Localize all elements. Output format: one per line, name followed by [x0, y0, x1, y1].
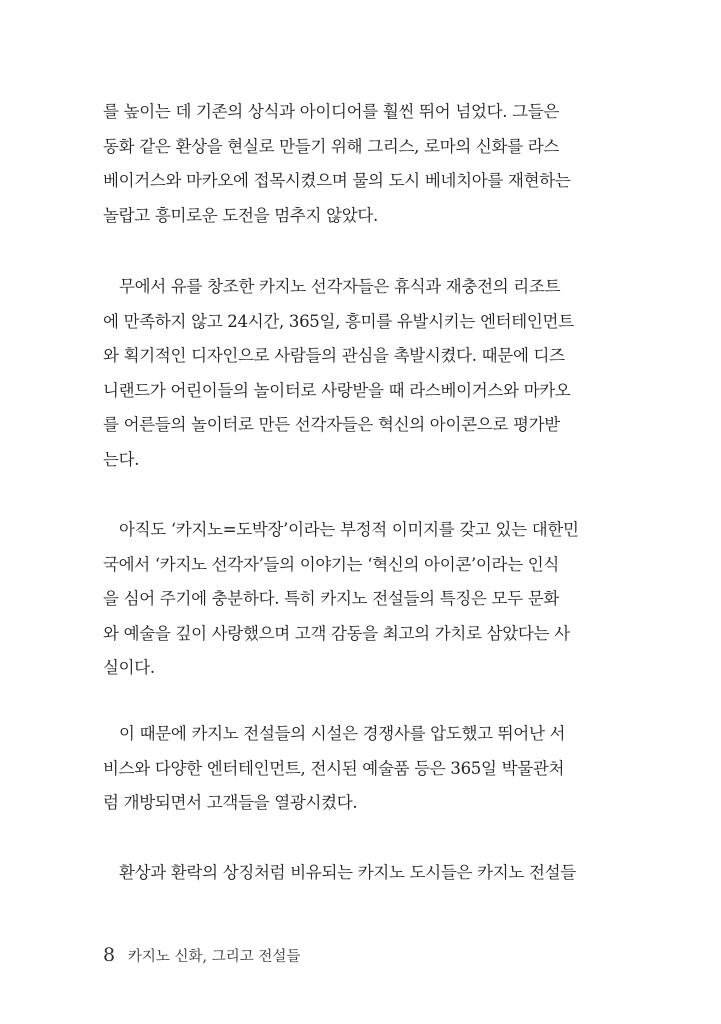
paragraph-line: 실이다.: [103, 658, 155, 677]
paragraph-5: [103, 856, 613, 891]
paragraph-1: [103, 95, 613, 233]
paragraph-line: 비스와 다양한 엔터테인먼트, 전시된 예술품 등은 365일 박물관처: [103, 758, 565, 778]
paragraph-line: 국에서 ‘카지노 선각자’들의 이야기는 ‘혁신의 아이콘’이라는 인식: [103, 554, 560, 574]
paragraph-line: 아직도 ‘카지노=도박장’이라는 부정적 이미지를 갖고 있는 대한민: [119, 520, 579, 539]
paragraph-line: 놀랍고 흥미로운 도전을 멈추지 않았다.: [103, 205, 378, 225]
paragraph-4: [103, 717, 613, 821]
paragraph-line: 을 심어 주기에 충분하다. 특히 카지노 전설들의 특징은 모두 문화: [103, 589, 560, 608]
paragraph-3: [103, 513, 613, 686]
running-title: 카지노 신화, 그리고 전설들: [127, 949, 301, 965]
paragraph-2: [103, 270, 613, 477]
paragraph-line: 에 만족하지 않고 24시간, 365일, 흥미를 유발시키는 엔터테인먼트: [103, 311, 574, 331]
paragraph-line: 이 때문에 카지노 전설들의 시설은 경쟁사를 압도했고 뛰어난 서: [119, 724, 566, 743]
paragraph-line: 를 어른들의 놀이터로 만든 선각자들은 혁신의 아이콘으로 평가받: [103, 415, 560, 434]
paragraph-line: 는다.: [103, 449, 140, 469]
paragraph-line: 니랜드가 어린이들의 놀이터로 사랑받을 때 라스베이거스와 마카오: [103, 380, 571, 400]
paragraph-line: 와 획기적인 디자인으로 사람들의 관심을 촉발시켰다. 때문에 디즈: [103, 346, 565, 365]
page-number: 8: [103, 944, 116, 966]
paragraph-line: 동화 같은 환상을 현실로 만들기 위해 그리스, 로마의 신화를 라스: [103, 136, 560, 156]
paragraph-line: 무에서 유를 창조한 카지노 선각자들은 휴식과 재충전의 리조트: [119, 277, 561, 296]
paragraph-line: 베이거스와 마카오에 접목시켰으며 물의 도시 베네치아를 재현하는: [103, 171, 571, 190]
paragraph-line: 환상과 환락의 상징처럼 비유되는 카지노 도시들은 카지노 전설들: [119, 863, 576, 882]
paragraph-line: 를 높이는 데 기존의 상식과 아이디어를 훨씬 뛰어 넘었다. 그들은: [103, 102, 560, 121]
paragraph-line: 럼 개방되면서 고객들을 열광시켰다.: [103, 793, 358, 812]
paragraph-line: 와 예술을 깊이 사랑했으며 고객 감동을 최고의 가치로 삼았다는 사: [103, 623, 570, 643]
page-footer: [103, 944, 300, 966]
